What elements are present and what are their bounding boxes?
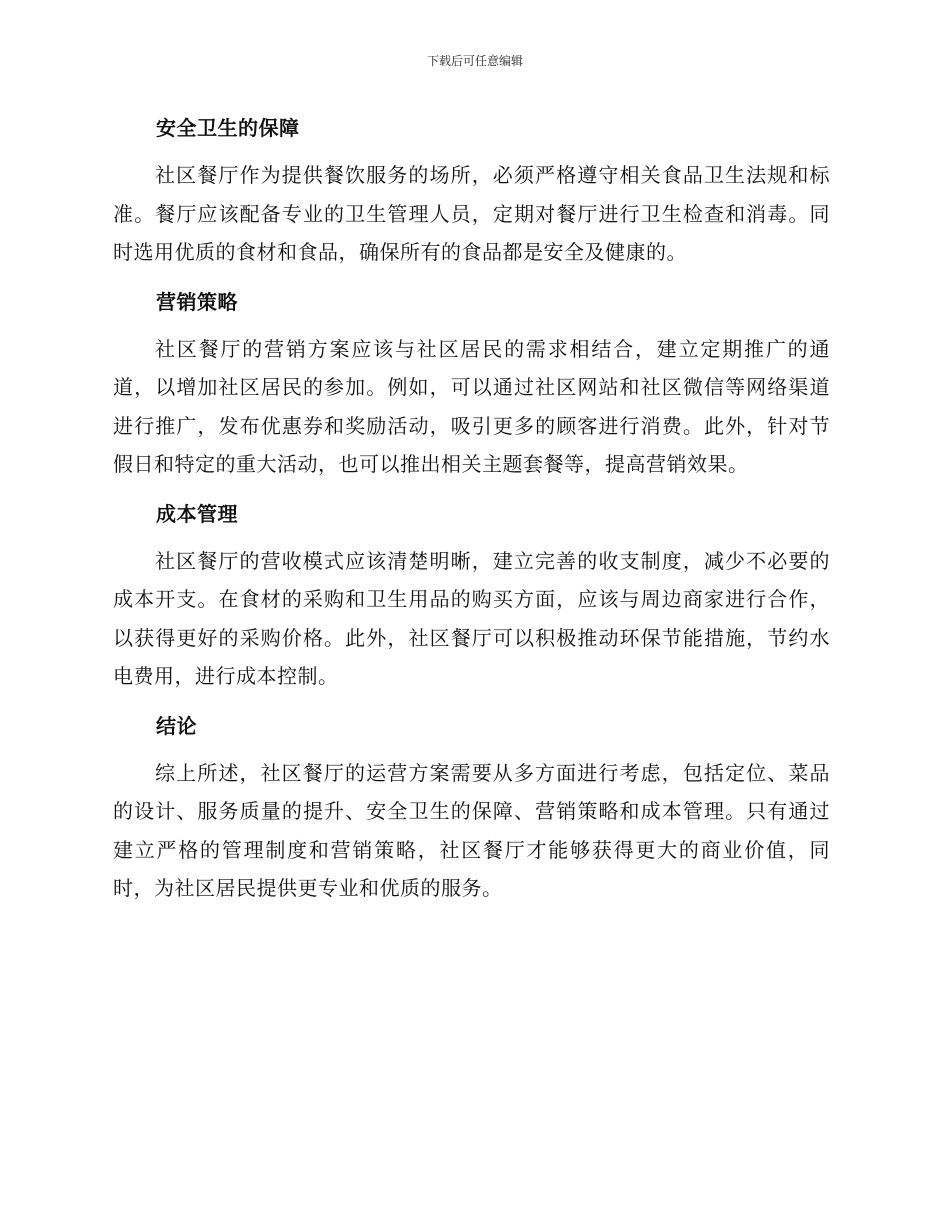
section-conclusion xyxy=(113,706,830,908)
section-heading: 安全卫生的保障 xyxy=(156,116,300,140)
section-paragraph: 社区餐厅的营收模式应该清楚明晰，建立完善的收支制度，减少不必要的成本开支。在食材的采购和卫生用品的购买方面，应该与周边商家进行合作，以获得更好的采购价格。此外，社区餐厅可以积极推动环保节能措施，节约水电费用，进行成本控制。 xyxy=(113,548,830,688)
section-cost-management xyxy=(113,494,830,696)
section-heading: 结论 xyxy=(156,713,197,738)
section-paragraph: 综上所述，社区餐厅的运营方案需要从多方面进行考虑，包括定位、菜品的设计、服务质量的提升、安全卫生的保障、营销策略和成本管理。只有通过建立严格的管理制度和营销策略，社区餐厅才能够获得更大的商业价值，同时，为社区居民提供更专业和优质的服务。 xyxy=(113,760,830,900)
section-paragraph: 社区餐厅作为提供餐饮服务的场所，必须严格遵守相关食品卫生法规和标准。餐厅应该配备专业的卫生管理人员，定期对餐厅进行卫生检查和消毒。同时选用优质的食材和食品，确保所有的食品都是安全及健康的。 xyxy=(113,163,830,264)
document-body xyxy=(113,108,830,918)
section-heading: 营销策略 xyxy=(156,289,238,314)
section-paragraph: 社区餐厅的营销方案应该与社区居民的需求相结合，建立定期推广的通道，以增加社区居民的参加。例如，可以通过社区网站和社区微信等网络渠道进行推广，发布优惠券和奖励活动，吸引更多的顾客进行消费。此外，针对节假日和特定的重大活动，也可以推出相关主题套餐等，提高营销效果。 xyxy=(113,336,830,476)
section-marketing-strategy xyxy=(113,282,830,484)
page-header: 下载后可任意编辑 xyxy=(426,54,523,68)
section-safety-hygiene xyxy=(113,108,830,272)
section-heading: 成本管理 xyxy=(156,501,238,526)
